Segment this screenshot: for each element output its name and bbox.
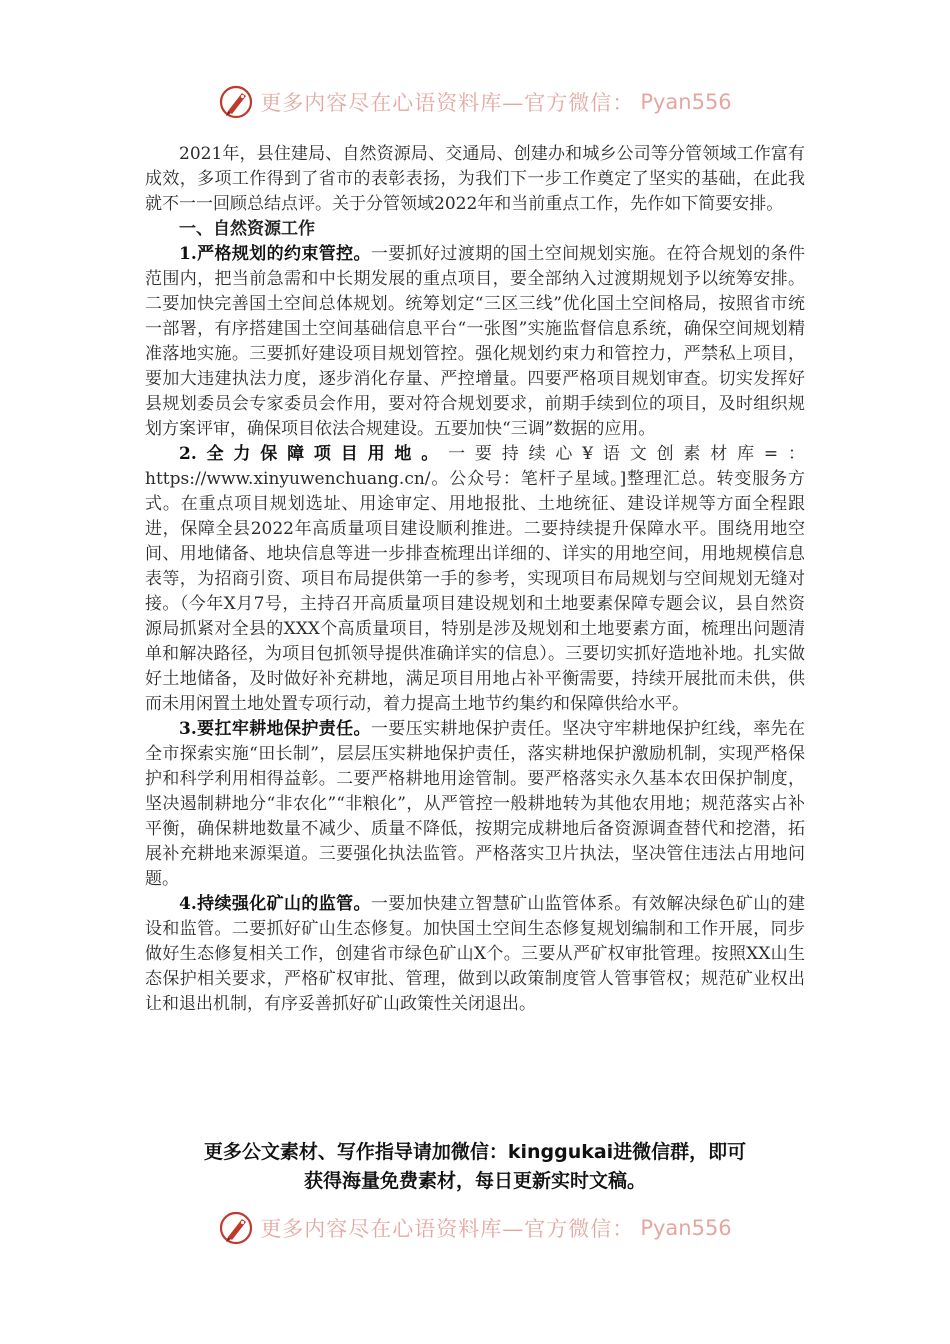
banner-wechat-id-bottom: Pyan556 <box>640 1216 732 1240</box>
item-paragraph-2 <box>145 442 805 717</box>
fountain-pen-logo-icon <box>218 84 254 120</box>
document-body <box>145 142 805 1017</box>
item-lead-4: 4.持续强化矿山的监管。 <box>179 894 371 914</box>
top-banner <box>0 82 950 122</box>
banner-inner <box>218 84 731 120</box>
item-body-1: 一要抓好过渡期的国土空间规划实施。在符合规划的条件范围内，把当前急需和中长期发展的重点项目，要全部纳入过渡期规划予以统筹安排。二要加快完善国土空间总体规划。统筹划定“三区三线”优化国土空间格局，按照省市统一部署，有序搭建国土空间基础信息平台“一张图”实施监督信息系统，确保空间规划精准落地实施。三要抓好建设项目规划管控。强化规划约束力和管控力，严禁私上项目，要加大违建执法力度，逐步消化存量、严控增量。四要严格项目规划审查。切实发挥好县规划委员会专家委员会作用，要对符合规划要求，前期手续到位的项目，及时组织规划方案评审，确保项目依法合规建设。五要加快“三调”数据的应用。 <box>145 244 806 439</box>
intro-paragraph: 2021年，县住建局、自然资源局、交通局、创建办和城乡公司等分管领域工作富有成效，多项工作得到了省市的表彰表扬，为我们下一步工作奠定了坚实的基础，在此我就不一一回顾总结点评。关于分管领域2022年和当前重点工作，先作如下简要安排。 <box>145 144 805 214</box>
section-heading: 一、自然资源工作 <box>179 219 315 239</box>
item-lead-2: 2.全力保障项目用地。 <box>179 444 449 464</box>
banner-text: 更多内容尽在心语资料库—官方微信： <box>260 91 635 115</box>
item-body-4: 一要加快建立智慧矿山监管体系。有效解决绿色矿山的建设和监管。二要抓好矿山生态修复。加快国土空间生态修复规划编制和工作开展，同步做好生态修复相关工作，创建省市绿色矿山X个。三要从严矿权审批管理。按照XX山生态保护相关要求，严格矿权审批、管理，做到以政策制度管人管事管权；规范矿业权出让和退出机制，有序妥善抓好矿山政策性关闭退出。 <box>145 894 806 1014</box>
item-lead-3: 3.要扛牢耕地保护责任。 <box>179 719 371 739</box>
item-paragraph-3 <box>145 717 805 892</box>
banner-wechat-id: Pyan556 <box>640 90 732 114</box>
item-body-3: 一要压实耕地保护责任。坚决守牢耕地保护红线，率先在全市探索实施“田长制”，层层压实耕地保护责任，落实耕地保护激励机制，实现严格保护和科学利用相得益彰。二要严格耕地用途管制。要严格落实永久基本农田保护制度，坚决遏制耕地分“非农化”“非粮化”，从严管控一般耕地转为其他农用地；规范落实占补平衡，确保耕地数量不减少、质量不降低，按期完成耕地后备资源调查替代和挖潜，拓展补充耕地来源渠道。三要强化执法监管。严格落实卫片执法，坚决管住违法占用地问题。 <box>145 719 806 889</box>
banner-inner-bottom <box>218 1210 731 1246</box>
footer-line-2: 获得海量免费素材，每日更新实时文稿。 <box>303 1170 646 1192</box>
item-body-2: 一要持续心¥语文创素材库=：https://www.xinyuwenchuang.cn/。公众号：笔杆子星域。]整理汇总。转变服务方式。在重点项目规划选址、用途审定、用地报批、土地统征、建设详规等方面全程跟进，保障全县2022年高质量项目建设顺利推进。二要持续提升保障水平。围绕用地空间、用地储备、地块信息等进一步排查梳理出详细的、详实的用地空间，用地规模信息表等，为招商引资、项目布局提供第一手的参考，实现项目布局规划与空间规划无缝对接。（今年X月7号，主持召开高质量项目建设规划和土地要素保障专题会议，县自然资源局抓紧对全县的XXX个高质量项目，特别是涉及规划和土地要素方面，梳理出问题清单和解决路径，为项目包抓领导提供准确详实的信息）。三要切实抓好造地补地。扎实做好土地储备，及时做好补充耕地，满足项目用地占补平衡需要，持续开展批而未供，供而未用闲置土地处置专项行动，着力提高土地节约集约和保障供给水平。 <box>145 444 805 714</box>
banner-text-bottom: 更多内容尽在心语资料库—官方微信： <box>260 1217 635 1241</box>
item-lead-1: 1.严格规划的约束管控。 <box>179 244 371 264</box>
fountain-pen-logo-icon <box>218 1210 254 1246</box>
footer-line-1: 更多公文素材、写作指导请加微信：kinggukai进微信群，即可 <box>203 1141 747 1163</box>
item-paragraph-4 <box>145 892 805 1017</box>
bottom-banner <box>0 1208 950 1248</box>
item-paragraph-1 <box>145 242 805 442</box>
footer-note <box>0 1138 950 1196</box>
